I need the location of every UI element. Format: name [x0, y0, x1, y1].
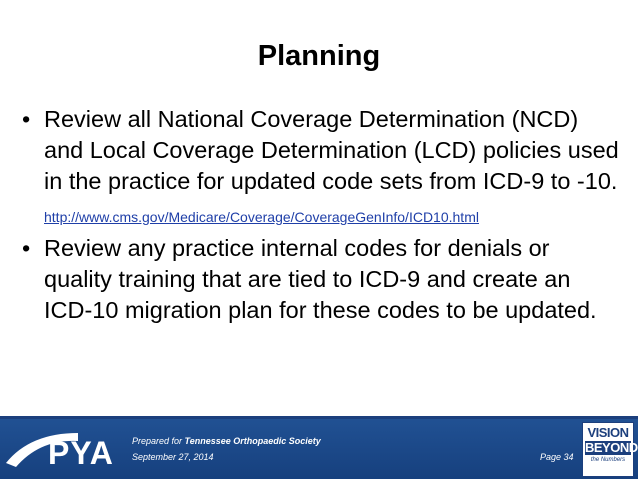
badge-line1: VISION: [587, 425, 629, 440]
prepared-prefix: Prepared for: [132, 436, 183, 446]
prepared-for: [132, 436, 321, 446]
prepared-org: Tennessee Orthopaedic Society: [184, 436, 321, 446]
bullet-list: [22, 104, 622, 326]
bullet-marker: •: [22, 106, 31, 132]
cms-link[interactable]: http://www.cms.gov/Medicare/Coverage/CoverageGenInfo/ICD10.html: [44, 209, 479, 225]
badge-line2: BEYOND: [585, 440, 638, 455]
pya-logo: [0, 419, 125, 479]
badge-line3: the Numbers: [590, 457, 626, 463]
page-number: Page 34: [540, 452, 574, 462]
vision-badge-logo: [582, 422, 638, 477]
bullet-item: [22, 104, 622, 197]
footer-bar: [0, 419, 638, 479]
footer-date: September 27, 2014: [132, 452, 214, 462]
slide-title: Planning: [257, 40, 381, 72]
bullet-text: Review any practice internal codes for denials or quality training that are tied to ICD-9 and create an ICD-10 migration plan for these codes to be updated.: [44, 235, 597, 323]
logo-text: PYA: [48, 435, 114, 471]
bullet-item: [22, 233, 622, 326]
bullet-marker: •: [22, 235, 31, 261]
bullet-text: Review all National Coverage Determination (NCD) and Local Coverage Determination (LCD) policies used in the practice for updated code sets from ICD-9 to -10.: [44, 106, 619, 194]
